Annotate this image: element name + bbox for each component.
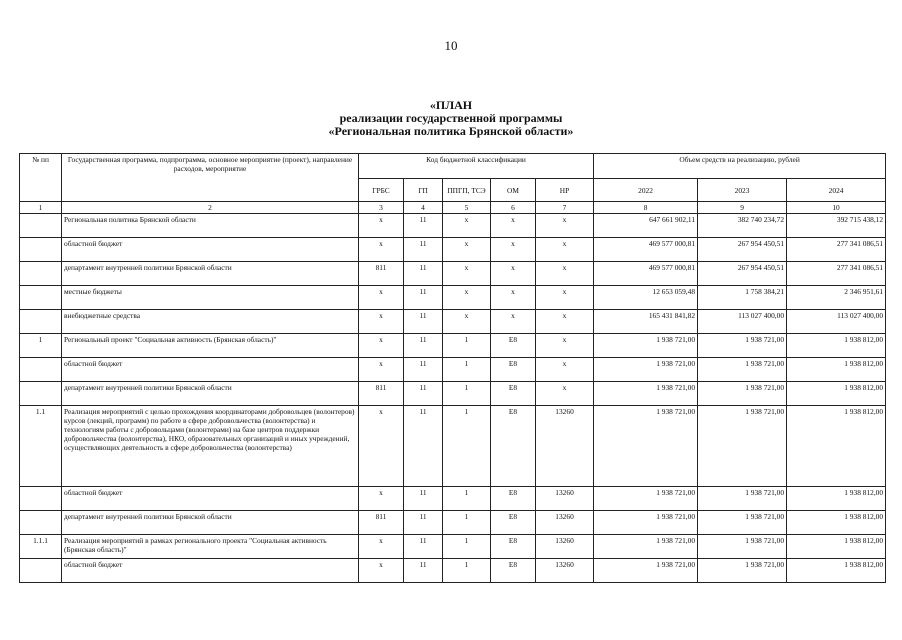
cell-2023: 1 938 721,00 xyxy=(698,358,787,382)
cell-grbs: 811 xyxy=(359,511,404,535)
cell-gp: 11 xyxy=(404,511,443,535)
column-number: 10 xyxy=(787,202,886,214)
cell-num xyxy=(20,238,62,262)
cell-2022: 469 577 000,81 xyxy=(594,262,698,286)
title-line-1: «ПЛАН xyxy=(429,98,473,112)
cell-om: Е8 xyxy=(491,511,536,535)
page-number: 10 xyxy=(444,38,458,53)
table-row xyxy=(20,511,886,535)
title-line-2: реализации государственной программы xyxy=(339,111,563,125)
cell-2023: 1 938 721,00 xyxy=(698,382,787,406)
cell-name: Реализация мероприятий с целью прохождения координаторами добровольцев (волонтеров) курсов (лекций, программ) по работе в сфере добровольчества (волонтерства) и технологиям работы с добровольцами (волонтерами) на базе центров поддержки добровольчества (волонтерства), НКО, образовательных организаций и иных учреждений, осуществляющих деятельность в сфере добровольчества (волонтерства) xyxy=(62,406,359,487)
cell-ppgp: 1 xyxy=(443,535,491,559)
table-row xyxy=(20,310,886,334)
cell-2024: 1 938 812,00 xyxy=(787,487,886,511)
cell-name: областной бюджет xyxy=(62,559,359,583)
cell-nr: 13260 xyxy=(536,487,594,511)
cell-grbs: х xyxy=(359,310,404,334)
cell-name: департамент внутренней политики Брянской области xyxy=(62,511,359,535)
cell-om: Е8 xyxy=(491,535,536,559)
cell-2023: 1 758 384,21 xyxy=(698,286,787,310)
cell-num xyxy=(20,487,62,511)
header-amount: Объем средств на реализацию, рублей xyxy=(594,154,886,179)
cell-ppgp: 1 xyxy=(443,382,491,406)
cell-ppgp: 1 xyxy=(443,559,491,583)
column-number: 1 xyxy=(20,202,62,214)
cell-nr: х xyxy=(536,310,594,334)
cell-name: департамент внутренней политики Брянской области xyxy=(62,382,359,406)
cell-num: 1.1 xyxy=(20,406,62,487)
cell-om: Е8 xyxy=(491,358,536,382)
plan-table-body xyxy=(20,214,886,583)
cell-2023: 1 938 721,00 xyxy=(698,535,787,559)
cell-name: Региональный проект "Социальная активность (Брянская область)" xyxy=(62,334,359,358)
header-2023: 2023 xyxy=(698,179,787,202)
table-row xyxy=(20,334,886,358)
cell-om: х xyxy=(491,262,536,286)
header-ppgp: ППГП, ТСЭ xyxy=(443,179,491,202)
cell-om: Е8 xyxy=(491,406,536,487)
cell-ppgp: х xyxy=(443,262,491,286)
cell-nr: 13260 xyxy=(536,511,594,535)
column-number: 9 xyxy=(698,202,787,214)
cell-2024: 277 341 086,51 xyxy=(787,262,886,286)
cell-gp: 11 xyxy=(404,559,443,583)
cell-nr: х xyxy=(536,262,594,286)
table-row xyxy=(20,358,886,382)
cell-2023: 1 938 721,00 xyxy=(698,334,787,358)
cell-nr: 13260 xyxy=(536,559,594,583)
cell-name: областной бюджет xyxy=(62,358,359,382)
cell-2023: 267 954 450,51 xyxy=(698,238,787,262)
cell-grbs: х xyxy=(359,214,404,238)
cell-grbs: х xyxy=(359,487,404,511)
cell-2022: 1 938 721,00 xyxy=(594,487,698,511)
cell-gp: 11 xyxy=(404,382,443,406)
cell-2024: 2 346 951,61 xyxy=(787,286,886,310)
cell-name: департамент внутренней политики Брянской области xyxy=(62,262,359,286)
cell-gp: 11 xyxy=(404,238,443,262)
table-row xyxy=(20,262,886,286)
cell-gp: 11 xyxy=(404,286,443,310)
cell-om: Е8 xyxy=(491,334,536,358)
document-title xyxy=(0,99,902,138)
header-2024: 2024 xyxy=(787,179,886,202)
header-grbs: ГРБС xyxy=(359,179,404,202)
cell-2022: 165 431 841,82 xyxy=(594,310,698,334)
table-row xyxy=(20,406,886,487)
table-row xyxy=(20,238,886,262)
cell-2022: 1 938 721,00 xyxy=(594,511,698,535)
cell-ppgp: х xyxy=(443,286,491,310)
cell-num: 1 xyxy=(20,334,62,358)
column-number: 2 xyxy=(62,202,359,214)
cell-2024: 1 938 812,00 xyxy=(787,406,886,487)
column-number: 8 xyxy=(594,202,698,214)
column-number: 4 xyxy=(404,202,443,214)
cell-2022: 1 938 721,00 xyxy=(594,334,698,358)
cell-num: 1.1.1 xyxy=(20,535,62,559)
column-number: 6 xyxy=(491,202,536,214)
cell-2024: 1 938 812,00 xyxy=(787,511,886,535)
cell-2024: 113 027 400,00 xyxy=(787,310,886,334)
cell-om: Е8 xyxy=(491,382,536,406)
cell-2024: 1 938 812,00 xyxy=(787,334,886,358)
table-row xyxy=(20,214,886,238)
cell-ppgp: х xyxy=(443,214,491,238)
table-row xyxy=(20,382,886,406)
cell-2023: 113 027 400,00 xyxy=(698,310,787,334)
cell-ppgp: 1 xyxy=(443,406,491,487)
cell-num xyxy=(20,382,62,406)
cell-nr: х xyxy=(536,334,594,358)
cell-om: х xyxy=(491,310,536,334)
cell-nr: х xyxy=(536,238,594,262)
cell-2023: 1 938 721,00 xyxy=(698,511,787,535)
cell-2022: 469 577 000,81 xyxy=(594,238,698,262)
cell-gp: 11 xyxy=(404,487,443,511)
cell-grbs: х xyxy=(359,535,404,559)
cell-nr: 13260 xyxy=(536,535,594,559)
cell-grbs: х xyxy=(359,334,404,358)
cell-num xyxy=(20,358,62,382)
header-name: Государственная программа, подпрограмма, основное мероприятие (проект), направление расходов, мероприятие xyxy=(62,154,359,202)
cell-name: местные бюджеты xyxy=(62,286,359,310)
cell-2023: 267 954 450,51 xyxy=(698,262,787,286)
cell-2024: 1 938 812,00 xyxy=(787,535,886,559)
cell-2024: 1 938 812,00 xyxy=(787,358,886,382)
column-number-row xyxy=(20,202,886,214)
cell-om: Е8 xyxy=(491,559,536,583)
table-row xyxy=(20,286,886,310)
cell-num xyxy=(20,511,62,535)
cell-grbs: х xyxy=(359,559,404,583)
cell-nr: 13260 xyxy=(536,406,594,487)
cell-grbs: х xyxy=(359,238,404,262)
cell-ppgp: 1 xyxy=(443,511,491,535)
cell-num xyxy=(20,262,62,286)
cell-ppgp: х xyxy=(443,238,491,262)
cell-gp: 11 xyxy=(404,262,443,286)
cell-2024: 392 715 438,12 xyxy=(787,214,886,238)
table-row xyxy=(20,535,886,559)
cell-2023: 1 938 721,00 xyxy=(698,406,787,487)
cell-grbs: х xyxy=(359,406,404,487)
cell-name: областной бюджет xyxy=(62,238,359,262)
cell-num xyxy=(20,286,62,310)
header-gp: ГП xyxy=(404,179,443,202)
cell-num xyxy=(20,559,62,583)
column-number: 3 xyxy=(359,202,404,214)
cell-2024: 1 938 812,00 xyxy=(787,382,886,406)
cell-2023: 1 938 721,00 xyxy=(698,487,787,511)
cell-name: областной бюджет xyxy=(62,487,359,511)
cell-gp: 11 xyxy=(404,358,443,382)
cell-2024: 277 341 086,51 xyxy=(787,238,886,262)
cell-2024: 1 938 812,00 xyxy=(787,559,886,583)
cell-grbs: 811 xyxy=(359,262,404,286)
cell-2023: 1 938 721,00 xyxy=(698,559,787,583)
cell-om: х xyxy=(491,286,536,310)
cell-ppgp: 1 xyxy=(443,358,491,382)
header-2022: 2022 xyxy=(594,179,698,202)
header-om: ОМ xyxy=(491,179,536,202)
cell-2022: 1 938 721,00 xyxy=(594,406,698,487)
cell-ppgp: 1 xyxy=(443,487,491,511)
header-budget-code: Код бюджетной классификации xyxy=(359,154,594,179)
cell-2023: 382 740 234,72 xyxy=(698,214,787,238)
cell-nr: х xyxy=(536,286,594,310)
cell-name: Реализация мероприятий в рамках регионального проекта "Социальная активность (Брянская область)" xyxy=(62,535,359,559)
cell-gp: 11 xyxy=(404,334,443,358)
cell-gp: 11 xyxy=(404,406,443,487)
column-number: 7 xyxy=(536,202,594,214)
plan-table xyxy=(19,153,886,583)
cell-num xyxy=(20,214,62,238)
cell-2022: 12 653 059,48 xyxy=(594,286,698,310)
header-num: № пп xyxy=(20,154,62,202)
cell-grbs: х xyxy=(359,358,404,382)
cell-num xyxy=(20,310,62,334)
column-number: 5 xyxy=(443,202,491,214)
cell-2022: 1 938 721,00 xyxy=(594,358,698,382)
cell-grbs: 811 xyxy=(359,382,404,406)
cell-om: х xyxy=(491,214,536,238)
header-nr: НР xyxy=(536,179,594,202)
cell-nr: х xyxy=(536,358,594,382)
cell-grbs: х xyxy=(359,286,404,310)
table-row xyxy=(20,559,886,583)
cell-nr: х xyxy=(536,382,594,406)
cell-gp: 11 xyxy=(404,214,443,238)
cell-om: Е8 xyxy=(491,487,536,511)
cell-name: Региональная политика Брянской области xyxy=(62,214,359,238)
cell-ppgp: х xyxy=(443,310,491,334)
cell-ppgp: 1 xyxy=(443,334,491,358)
title-line-3: «Региональная политика Брянской области» xyxy=(328,124,574,138)
cell-nr: х xyxy=(536,214,594,238)
cell-gp: 11 xyxy=(404,535,443,559)
cell-name: внебюджетные средства xyxy=(62,310,359,334)
cell-gp: 11 xyxy=(404,310,443,334)
cell-2022: 1 938 721,00 xyxy=(594,535,698,559)
table-row xyxy=(20,487,886,511)
cell-2022: 647 661 902,11 xyxy=(594,214,698,238)
cell-om: х xyxy=(491,238,536,262)
cell-2022: 1 938 721,00 xyxy=(594,559,698,583)
cell-2022: 1 938 721,00 xyxy=(594,382,698,406)
